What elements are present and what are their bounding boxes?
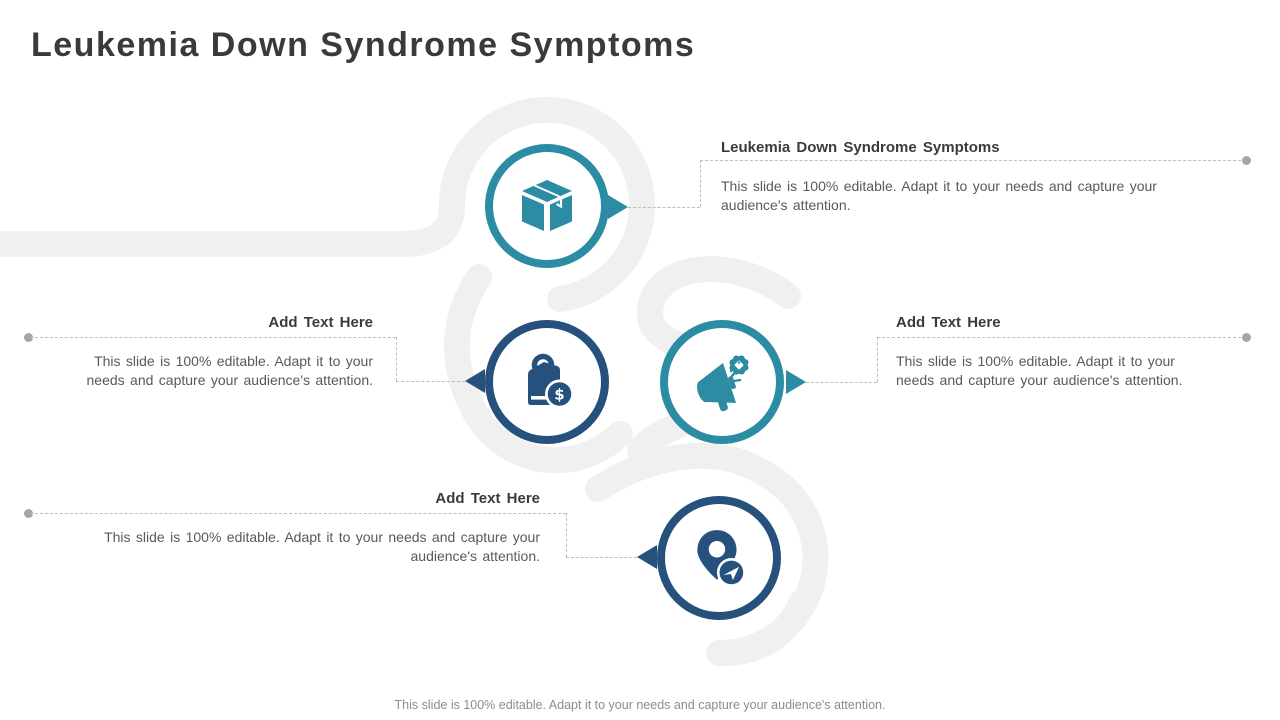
- connector-line: [566, 513, 567, 557]
- connector-line: [396, 381, 465, 382]
- slide-title[interactable]: Leukemia Down Syndrome Symptoms: [31, 26, 696, 64]
- callout-heading-top-right[interactable]: Leukemia Down Syndrome Symptoms: [721, 139, 1000, 156]
- connector-line: [30, 337, 396, 338]
- connector-line: [628, 207, 700, 208]
- connector-line: [877, 337, 878, 382]
- connector-arrow-right-icon: [786, 370, 806, 394]
- connector-arrow-left-icon: [637, 545, 657, 569]
- connector-line: [30, 513, 566, 514]
- svg-text:$: $: [554, 385, 565, 404]
- callout-body-bottom-left[interactable]: This slide is 100% editable. Adapt it to your needs and capture your audience's attention.: [104, 529, 540, 564]
- callout-heading-bottom-left[interactable]: Add Text Here: [435, 490, 540, 507]
- connector-line: [700, 160, 1246, 161]
- connector-end-dot: [1242, 333, 1251, 342]
- callout-body-top-right[interactable]: This slide is 100% editable. Adapt it to your needs and capture your audience's attention.: [721, 178, 1157, 213]
- connector-line: [566, 557, 637, 558]
- node-circle-megaphone[interactable]: [660, 320, 784, 444]
- node-circle-price-tag[interactable]: [485, 320, 609, 444]
- node-circle-location[interactable]: [657, 496, 781, 620]
- connector-arrow-left-icon: [465, 369, 485, 393]
- connector-line: [806, 382, 877, 383]
- location-pin-navigation-icon: [686, 525, 752, 591]
- connector-end-dot: [1242, 156, 1251, 165]
- callout-heading-middle-left[interactable]: Add Text Here: [268, 314, 373, 331]
- connector-line: [877, 337, 1246, 338]
- connector-arrow-right-icon: [608, 195, 628, 219]
- slide-footer-note: This slide is 100% editable. Adapt it to your needs and capture your audience's attention.: [394, 698, 886, 712]
- connector-line: [396, 337, 397, 381]
- megaphone-offer-icon: [690, 350, 754, 414]
- price-tag-dollar-icon: [515, 350, 579, 414]
- package-box-icon: [515, 174, 579, 238]
- node-circle-package[interactable]: [485, 144, 609, 268]
- connector-line: [700, 160, 701, 207]
- callout-body-middle-left[interactable]: This slide is 100% editable. Adapt it to your needs and capture your audience's attention.: [86, 353, 373, 388]
- callout-body-middle-right[interactable]: This slide is 100% editable. Adapt it to your needs and capture your audience's attention.: [896, 353, 1183, 388]
- callout-heading-middle-right[interactable]: Add Text Here: [896, 314, 1001, 331]
